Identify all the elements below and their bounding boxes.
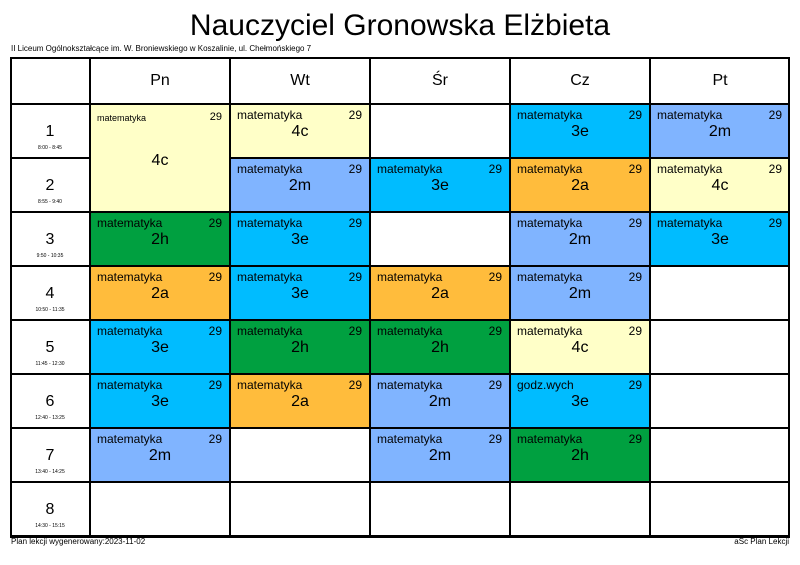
lesson-subject: matematyka <box>237 378 303 392</box>
period-number: 1 <box>45 123 55 140</box>
lesson-room: 29 <box>628 378 642 392</box>
period-number: 7 <box>45 447 55 464</box>
lesson-cell[interactable] <box>650 212 790 266</box>
empty-slot <box>650 374 790 428</box>
lesson-class: 2m <box>708 123 732 140</box>
lesson-cell[interactable] <box>90 428 230 482</box>
period-number: 6 <box>45 393 55 410</box>
lesson-class: 3e <box>291 285 309 302</box>
lesson-subject: matematyka <box>517 432 583 446</box>
lesson-room: 29 <box>208 432 222 446</box>
empty-slot <box>370 104 510 158</box>
period-number: 8 <box>45 501 55 518</box>
page-title: Nauczyciel Gronowska Elżbieta <box>189 9 611 42</box>
lesson-subject: matematyka <box>97 432 163 446</box>
lesson-class: 4c <box>571 339 589 356</box>
lesson-room: 29 <box>768 162 782 176</box>
generated-date: Plan lekcji wygenerowany:2023-11-02 <box>11 537 146 546</box>
lesson-class: 2m <box>148 447 172 464</box>
lesson-room: 29 <box>768 216 782 230</box>
lesson-room: 29 <box>628 270 642 284</box>
lesson-subject: matematyka <box>517 108 583 122</box>
empty-slot <box>370 212 510 266</box>
period-time: 12:40 - 13:25 <box>35 415 65 421</box>
day-header: Śr <box>370 57 510 104</box>
lesson-subject: matematyka <box>657 216 723 230</box>
lesson-cell[interactable] <box>90 266 230 320</box>
empty-slot <box>230 482 370 536</box>
lesson-cell[interactable] <box>230 374 370 428</box>
period-header <box>10 428 90 482</box>
lesson-subject: matematyka <box>97 216 163 230</box>
lesson-class: 2h <box>151 231 169 248</box>
lesson-cell[interactable] <box>230 212 370 266</box>
lesson-room: 29 <box>628 324 642 338</box>
lesson-cell[interactable] <box>90 374 230 428</box>
lesson-class: 2m <box>568 231 592 248</box>
lesson-room: 29 <box>208 378 222 392</box>
lesson-room: 29 <box>768 108 782 122</box>
lesson-class: 3e <box>151 339 169 356</box>
lesson-class: 2m <box>428 393 452 410</box>
lesson-room: 29 <box>488 162 502 176</box>
day-header: Pt <box>650 57 790 104</box>
lesson-class: 2m <box>428 447 452 464</box>
period-header <box>10 374 90 428</box>
lesson-cell[interactable] <box>230 158 370 212</box>
lesson-subject: matematyka <box>237 270 303 284</box>
lesson-subject: matematyka <box>377 378 443 392</box>
period-time: 13:40 - 14:25 <box>35 469 65 475</box>
lesson-class: 2m <box>288 177 312 194</box>
lesson-room: 29 <box>488 270 502 284</box>
empty-slot <box>510 482 650 536</box>
lesson-room: 29 <box>628 162 642 176</box>
lesson-cell[interactable] <box>370 266 510 320</box>
lesson-room: 29 <box>628 108 642 122</box>
lesson-class: 3e <box>151 393 169 410</box>
lesson-subject: matematyka <box>237 324 303 338</box>
lesson-class: 3e <box>571 393 589 410</box>
lesson-cell[interactable] <box>370 374 510 428</box>
lesson-subject: matematyka <box>377 162 443 176</box>
lesson-subject: matematyka <box>517 270 583 284</box>
empty-slot <box>650 482 790 536</box>
lesson-room: 29 <box>348 378 362 392</box>
lesson-class: 2h <box>291 339 309 356</box>
lesson-room: 29 <box>488 378 502 392</box>
lesson-subject: matematyka <box>237 216 303 230</box>
lesson-class: 2a <box>291 393 309 410</box>
period-number: 5 <box>45 339 55 356</box>
period-time: 14:30 - 15:15 <box>35 523 65 529</box>
lesson-class: 3e <box>711 231 729 248</box>
empty-slot <box>650 428 790 482</box>
period-time: 8:55 - 9:40 <box>38 199 62 205</box>
period-header <box>10 212 90 266</box>
lesson-class: 3e <box>291 231 309 248</box>
lesson-cell[interactable] <box>510 212 650 266</box>
empty-slot <box>650 266 790 320</box>
lesson-class: 2h <box>431 339 449 356</box>
lesson-subject: matematyka <box>377 324 443 338</box>
lesson-subject: matematyka <box>97 324 163 338</box>
lesson-cell[interactable] <box>90 212 230 266</box>
lesson-room: 29 <box>348 108 362 122</box>
period-time: 8:00 - 8:45 <box>38 145 62 151</box>
lesson-cell[interactable] <box>230 104 370 158</box>
lesson-cell[interactable] <box>230 266 370 320</box>
lesson-room: 29 <box>628 216 642 230</box>
lesson-class: 2a <box>571 177 589 194</box>
corner-cell <box>10 57 90 104</box>
lesson-cell[interactable] <box>510 428 650 482</box>
lesson-subject: matematyka <box>517 324 583 338</box>
lesson-cell[interactable] <box>510 320 650 374</box>
lesson-subject: matematyka <box>237 162 303 176</box>
empty-slot <box>90 482 230 536</box>
lesson-room: 29 <box>628 432 642 446</box>
lesson-cell[interactable] <box>510 104 650 158</box>
lesson-class: 3e <box>431 177 449 194</box>
lesson-room: 29 <box>208 216 222 230</box>
lesson-subject: matematyka <box>97 378 163 392</box>
lesson-class: 2a <box>431 285 449 302</box>
period-number: 4 <box>45 285 55 302</box>
lesson-class: 2m <box>568 285 592 302</box>
day-header: Cz <box>510 57 650 104</box>
lesson-room: 29 <box>208 270 222 284</box>
lesson-subject: matematyka <box>517 162 583 176</box>
empty-slot <box>370 482 510 536</box>
lesson-room: 29 <box>348 162 362 176</box>
empty-slot <box>230 428 370 482</box>
empty-slot <box>650 320 790 374</box>
period-header <box>10 158 90 212</box>
period-header <box>10 266 90 320</box>
period-header <box>10 104 90 158</box>
day-header: Pn <box>90 57 230 104</box>
period-time: 11:45 - 12:30 <box>35 361 65 367</box>
lesson-room: 29 <box>488 324 502 338</box>
lesson-cell[interactable] <box>510 374 650 428</box>
lesson-room: 29 <box>208 324 222 338</box>
period-header <box>10 320 90 374</box>
lesson-room: 29 <box>348 270 362 284</box>
lesson-class: 4c <box>291 123 309 140</box>
lesson-room: 29 <box>348 216 362 230</box>
lesson-room: 29 <box>209 111 222 123</box>
lesson-subject: godz.wych <box>517 378 574 392</box>
lesson-subject: matematyka <box>377 270 443 284</box>
lesson-cell[interactable] <box>650 158 790 212</box>
lesson-cell[interactable] <box>370 320 510 374</box>
lesson-cell[interactable] <box>90 104 230 212</box>
period-number: 3 <box>45 231 55 248</box>
lesson-cell[interactable] <box>230 320 370 374</box>
lesson-class: 4c <box>151 152 169 169</box>
lesson-subject: matematyka <box>517 216 583 230</box>
period-time: 10:50 - 11:35 <box>35 307 65 313</box>
lesson-cell[interactable] <box>370 158 510 212</box>
lesson-cell[interactable] <box>510 266 650 320</box>
lesson-subject: matematyka <box>97 113 147 123</box>
lesson-room: 29 <box>488 432 502 446</box>
lesson-cell[interactable] <box>510 158 650 212</box>
lesson-subject: matematyka <box>657 108 723 122</box>
lesson-cell[interactable] <box>370 428 510 482</box>
brand-label: aSc Plan Lekcji <box>734 537 789 546</box>
period-time: 9:50 - 10:35 <box>36 253 64 259</box>
period-header <box>10 482 90 536</box>
period-number: 2 <box>45 177 55 194</box>
lesson-cell[interactable] <box>90 320 230 374</box>
day-header: Wt <box>230 57 370 104</box>
lesson-subject: matematyka <box>377 432 443 446</box>
lesson-subject: matematyka <box>97 270 163 284</box>
lesson-room: 29 <box>348 324 362 338</box>
lesson-cell[interactable] <box>650 104 790 158</box>
lesson-subject: matematyka <box>657 162 723 176</box>
lesson-subject: matematyka <box>237 108 303 122</box>
lesson-class: 2a <box>151 285 169 302</box>
lesson-class: 4c <box>711 177 729 194</box>
lesson-class: 3e <box>571 123 589 140</box>
lesson-class: 2h <box>571 447 589 464</box>
school-name: II Liceum Ogólnokształcące im. W. Broniewskiego w Koszalinie, ul. Chełmońskiego 7 <box>11 44 312 53</box>
